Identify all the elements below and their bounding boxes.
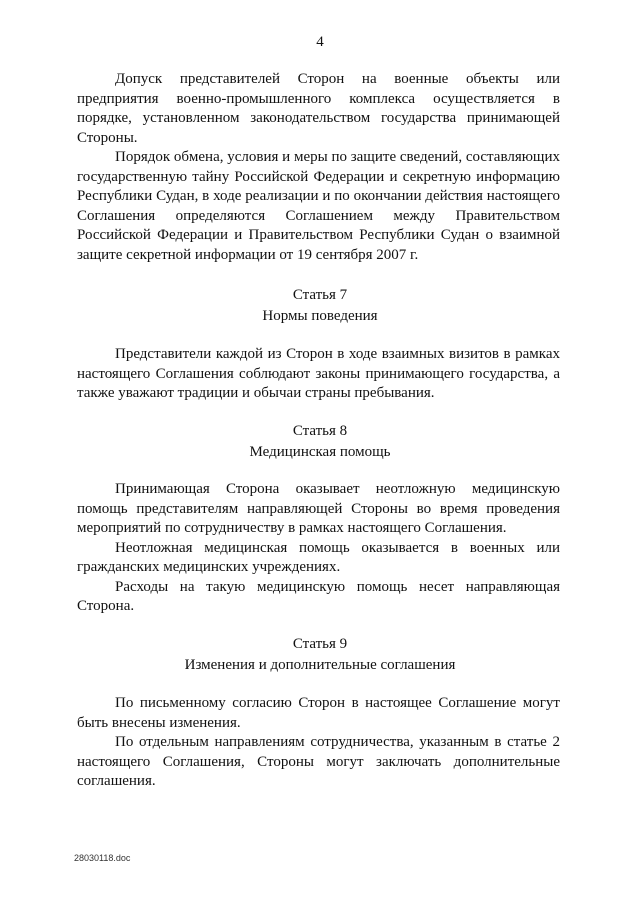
article-title: Медицинская помощь xyxy=(249,444,391,460)
article-9-heading xyxy=(0,634,640,676)
article-9-body xyxy=(77,694,560,792)
article-8-heading xyxy=(0,421,640,463)
paragraph: Представители каждой из Сторон в ходе взаимных визитов в рамках настоящего Соглашения соблюдают законы принимающего государства, а также уважают традиции и обычаи страны пребывания. xyxy=(77,346,560,401)
article-number: Статья 7 xyxy=(292,287,348,303)
paragraph: Неотложная медицинская помощь оказывается в военных или гражданских медицинских учреждениях. xyxy=(77,539,560,575)
page-number: 4 xyxy=(316,34,324,50)
paragraph: Порядок обмена, условия и меры по защите сведений, составляющих государственную тайну Российской Федерации и секретную информацию Республики Судан, в ходе реализации и по окончании действия настоящего Соглашения определяются Соглашением между Правительством Российской Федерации и Правительством Республики Судан о взаимной защите секретной информации от 19 сентября 2007 г. xyxy=(77,149,560,263)
article-number: Статья 9 xyxy=(292,636,348,652)
article-7-body xyxy=(77,345,560,404)
footer-filename: 28030118.doc xyxy=(74,853,131,863)
article-title: Изменения и дополнительные соглашения xyxy=(184,657,456,673)
paragraph: Принимающая Сторона оказывает неотложную медицинскую помощь представителям направляющей Стороны во время проведения мероприятий по сотрудничеству в рамках настоящего Соглашения. xyxy=(77,481,560,536)
paragraph: Допуск представителей Сторон на военные объекты или предприятия военно-промышленного комплекса осуществляется в порядке, установленном законодательством государства принимающей Стороны. xyxy=(77,71,560,146)
paragraph: По отдельным направлениям сотрудничества, указанным в статье 2 настоящего Соглашения, Стороны могут заключать дополнительные соглашения. xyxy=(77,734,560,789)
article-title: Нормы поведения xyxy=(262,308,378,324)
intro-section xyxy=(77,70,560,265)
article-number: Статья 8 xyxy=(292,423,348,439)
article-7-heading xyxy=(0,285,640,327)
paragraph: По письменному согласию Сторон в настоящее Соглашение могут быть внесены изменения. xyxy=(77,695,560,731)
paragraph: Расходы на такую медицинскую помощь несет направляющая Сторона. xyxy=(77,578,560,614)
article-8-body xyxy=(77,480,560,617)
